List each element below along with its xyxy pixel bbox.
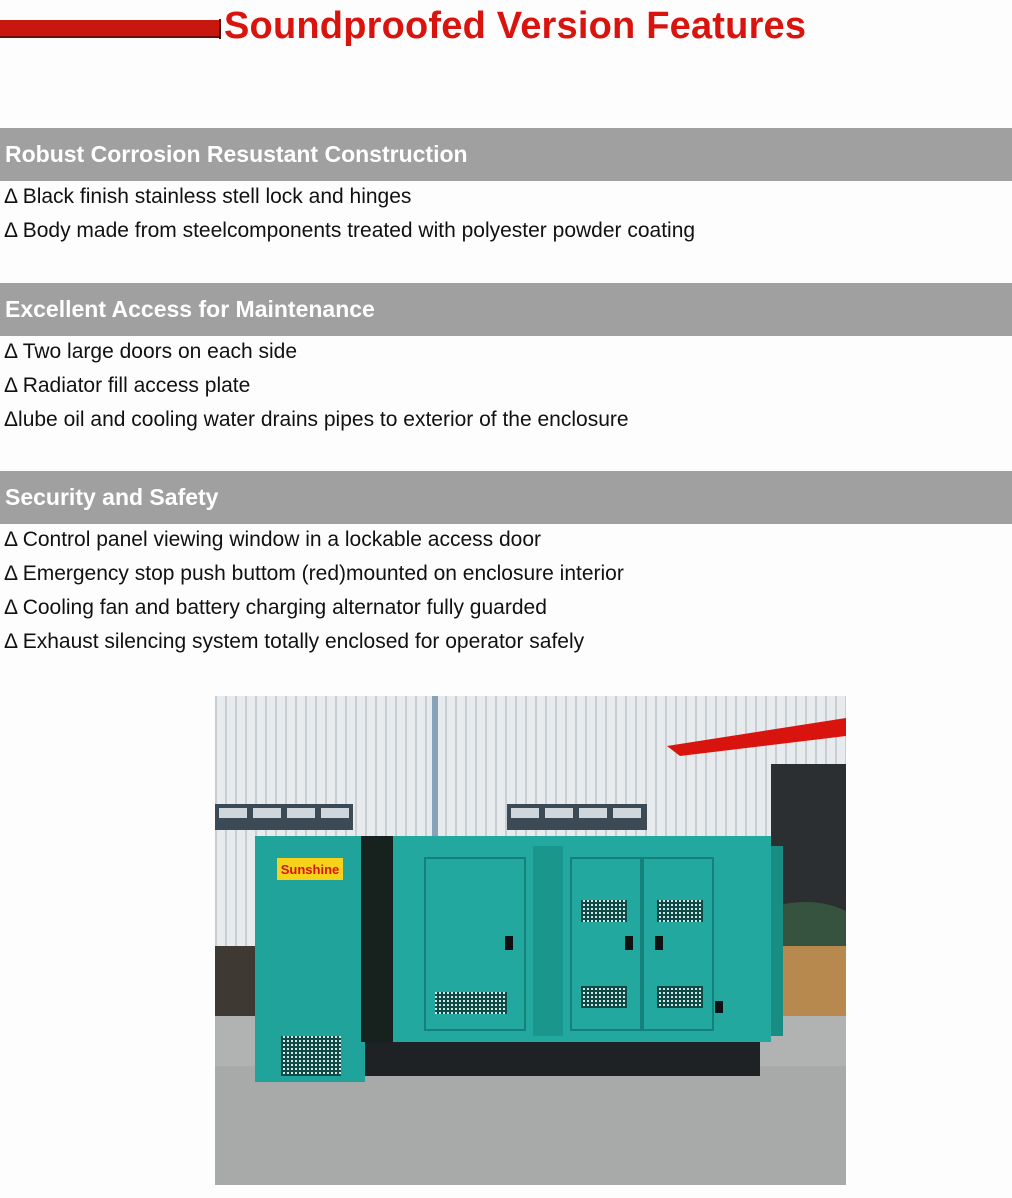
- feature-item: Δ Emergency stop push buttom (red)mounted on enclosure interior: [4, 562, 624, 585]
- feature-item: Δ Two large doors on each side: [4, 340, 298, 363]
- section-header-maintenance: Excellent Access for Maintenance: [0, 283, 1012, 336]
- generator-illustration: [215, 696, 846, 1185]
- feature-item: Δ Black finish stainless stell lock and hinges: [4, 185, 412, 208]
- feature-item: Δ Control panel viewing window in a lockable access door: [4, 528, 541, 551]
- brand-label: Sunshine: [280, 862, 340, 877]
- section-header-construction: Robust Corrosion Resustant Construction: [0, 128, 1012, 181]
- feature-item: Δ Body made from steelcomponents treated with polyester powder coating: [4, 219, 696, 242]
- feature-item: Δlube oil and cooling water drains pipes to exterior of the enclosure: [4, 408, 629, 431]
- feature-item: Δ Radiator fill access plate: [4, 374, 251, 397]
- feature-item: Δ Cooling fan and battery charging alternator fully guarded: [4, 596, 547, 619]
- title-accent-bar: [0, 20, 220, 38]
- feature-item: Δ Exhaust silencing system totally enclosed for operator safely: [4, 630, 585, 653]
- title-accent-divider: [219, 19, 221, 39]
- page-title: Soundproofed Version Features: [224, 5, 807, 47]
- generator-photo: [215, 696, 846, 1185]
- section-header-security: Security and Safety: [0, 471, 1012, 524]
